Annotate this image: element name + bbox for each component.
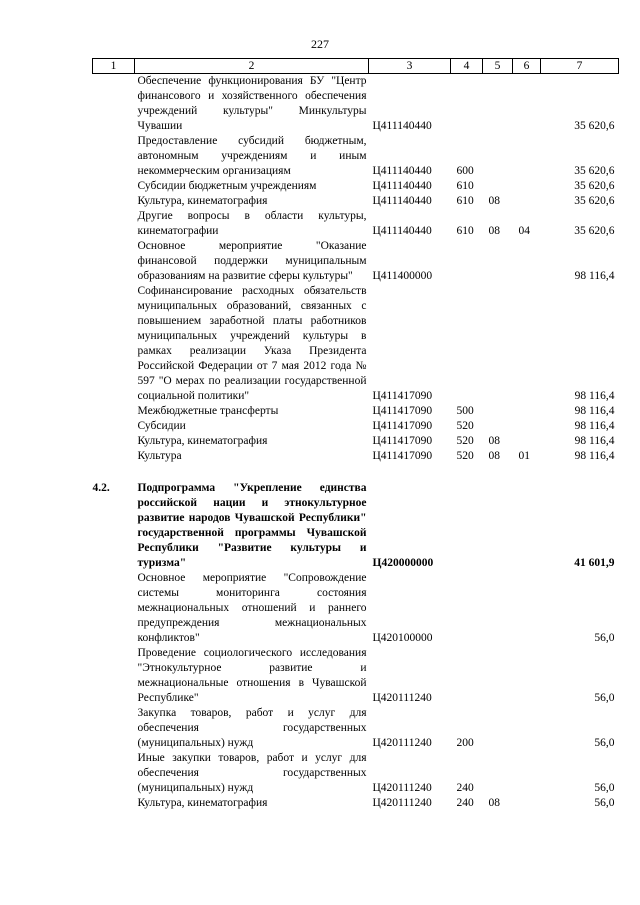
column-number-header [93, 59, 619, 74]
row-description: Проведение социологического исследования "Этнокультурное развитие и межнациональные отношения в Чувашской Республике" [137, 647, 367, 704]
row-description: Другие вопросы в области культуры, кинематографии [137, 210, 367, 237]
amount: 98 116,4 [574, 420, 615, 432]
row-description: Подпрограмма "Укрепление единства российской нации и этнокультурное развитие народов Чувашской Республики" государственной программы Чувашской Республики "Развитие культуры и туризма" [137, 482, 367, 569]
table-row [93, 796, 619, 811]
subsection-code [513, 751, 541, 796]
table-row [93, 179, 619, 194]
amount: 98 116,4 [574, 390, 615, 402]
column-header: 1 [93, 59, 135, 74]
column-header: 5 [483, 59, 513, 74]
expense-type-code: 520 [456, 435, 474, 447]
target-article-code: Ц420111240 [372, 692, 432, 704]
section-code [483, 284, 513, 404]
expense-type-code [451, 74, 483, 135]
row-description: Основное мероприятие "Оказание финансовой поддержки муниципальным образованиям на развитие сферы культуры" [137, 240, 367, 282]
row-description: Предоставление субсидий бюджетным, автономным учреждениям и иным некоммерческим организациям [137, 135, 367, 177]
subsection-code [513, 239, 541, 284]
row-number [93, 706, 135, 751]
amount: 35 620,6 [574, 180, 615, 192]
section-code: 08 [488, 450, 500, 462]
expense-type-code: 610 [456, 180, 474, 192]
subsection-code [513, 419, 541, 434]
expense-type-code [451, 481, 483, 571]
target-article-code: Ц411140440 [372, 165, 432, 177]
row-number [93, 209, 135, 239]
section-code [483, 571, 513, 646]
section-code: 08 [488, 225, 500, 237]
row-description: Межбюджетные трансферты [137, 405, 279, 417]
amount: 98 116,4 [574, 435, 615, 447]
amount: 56,0 [594, 782, 615, 794]
section-code: 08 [488, 435, 500, 447]
target-article-code: Ц411417090 [372, 435, 433, 447]
table-row [93, 74, 619, 135]
row-description: Основное мероприятие "Сопровождение системы мониторинга состояния межнациональных отношений и раннего предупреждения межнациональных конфликтов" [137, 572, 367, 644]
row-number [93, 239, 135, 284]
table-row [93, 239, 619, 284]
target-article-code: Ц420000000 [372, 557, 434, 569]
row-number [93, 449, 135, 464]
amount: 35 620,6 [574, 165, 615, 177]
row-number [93, 284, 135, 404]
table-row [93, 194, 619, 209]
table-row [93, 284, 619, 404]
target-article-code: Ц411140440 [372, 195, 432, 207]
column-header: 4 [451, 59, 483, 74]
row-description: Культура, кинематография [137, 435, 268, 447]
subsection-code [513, 571, 541, 646]
table-row [93, 404, 619, 419]
row-number [93, 179, 135, 194]
target-article-code: Ц411140440 [372, 120, 432, 132]
page-number: 227 [311, 37, 329, 51]
expense-type-code [451, 284, 483, 404]
row-description: Обеспечение функционирования БУ "Центр финансового и хозяйственного обеспечения учреждений культуры" Минкультуры Чувашии [137, 75, 367, 132]
subsection-code [513, 481, 541, 571]
row-number [93, 796, 135, 811]
table-row [93, 134, 619, 179]
amount: 56,0 [594, 797, 615, 809]
subsection-code: 04 [518, 225, 530, 237]
section-code: 08 [488, 797, 500, 809]
row-description: Закупка товаров, работ и услуг для обеспечения государственных (муниципальных) нужд [137, 707, 367, 749]
row-number [93, 434, 135, 449]
expense-type-code: 600 [456, 165, 474, 177]
subsection-code [513, 134, 541, 179]
amount: 56,0 [594, 737, 615, 749]
budget-table [92, 58, 619, 811]
expense-type-code: 610 [456, 225, 474, 237]
row-number [93, 134, 135, 179]
amount: 56,0 [594, 692, 615, 704]
amount: 35 620,6 [574, 120, 615, 132]
column-header: 6 [513, 59, 541, 74]
row-number [93, 419, 135, 434]
subsection-code [513, 179, 541, 194]
section-code [483, 404, 513, 419]
section-code [483, 179, 513, 194]
row-number [93, 751, 135, 796]
table-row [93, 434, 619, 449]
table-row [93, 419, 619, 434]
subsection-code [513, 404, 541, 419]
expense-type-code [451, 571, 483, 646]
table-row [93, 646, 619, 706]
section-code: 08 [488, 195, 500, 207]
target-article-code: Ц420111240 [372, 782, 432, 794]
row-description: Субсидии бюджетным учреждениям [137, 180, 317, 192]
expense-type-code [451, 646, 483, 706]
expense-type-code: 610 [456, 195, 474, 207]
table-row [93, 571, 619, 646]
section-code [483, 74, 513, 135]
target-article-code: Ц411140440 [372, 225, 432, 237]
target-article-code: Ц411417090 [372, 405, 433, 417]
section-code [483, 134, 513, 179]
target-article-code: Ц420100000 [372, 632, 433, 644]
section-code [483, 646, 513, 706]
row-number [93, 571, 135, 646]
amount: 41 601,9 [574, 557, 615, 569]
expense-type-code: 520 [456, 420, 474, 432]
column-header: 2 [135, 59, 369, 74]
subsection-code [513, 74, 541, 135]
row-description: Культура, кинематография [137, 195, 268, 207]
section-code [483, 751, 513, 796]
row-description: Субсидии [137, 420, 186, 432]
row-number [93, 74, 135, 135]
column-header: 3 [369, 59, 451, 74]
subsection-code [513, 646, 541, 706]
row-number [93, 194, 135, 209]
amount: 35 620,6 [574, 195, 615, 207]
expense-type-code: 500 [456, 405, 474, 417]
section-code [483, 239, 513, 284]
table-row [93, 481, 619, 571]
row-description: Культура [137, 450, 182, 462]
target-article-code: Ц411417090 [372, 450, 433, 462]
subsection-code: 01 [518, 450, 530, 462]
row-spacer [93, 464, 619, 481]
subsection-code [513, 434, 541, 449]
row-description: Культура, кинематография [137, 797, 268, 809]
table-row [93, 751, 619, 796]
row-number: 4.2. [92, 482, 110, 494]
expense-type-code: 240 [456, 797, 474, 809]
subsection-code [513, 706, 541, 751]
expense-type-code: 520 [456, 450, 474, 462]
row-description: Софинансирование расходных обязательств муниципальных образований, связанных с повышением заработной платы работников муниципальных учреждений культуры в рамках реализации Указа Президента Российской Федерации от 7 мая 2012 года № 597 "О мерах по реализации государственной социальной политики" [137, 285, 367, 402]
amount: 98 116,4 [574, 270, 615, 282]
row-number [93, 404, 135, 419]
column-header: 7 [541, 59, 619, 74]
subsection-code [513, 194, 541, 209]
section-code [483, 419, 513, 434]
target-article-code: Ц411400000 [372, 270, 433, 282]
section-code [483, 481, 513, 571]
expense-type-code [451, 239, 483, 284]
target-article-code: Ц411417090 [372, 420, 433, 432]
subsection-code [513, 284, 541, 404]
section-code [483, 706, 513, 751]
row-number [93, 646, 135, 706]
row-description: Иные закупки товаров, работ и услуг для обеспечения государственных (муниципальных) нужд [137, 752, 367, 794]
target-article-code: Ц420111240 [372, 737, 432, 749]
amount: 56,0 [594, 632, 615, 644]
table-row [93, 706, 619, 751]
subsection-code [513, 796, 541, 811]
expense-type-code: 200 [456, 737, 474, 749]
table-row [93, 449, 619, 464]
target-article-code: Ц411417090 [372, 390, 433, 402]
target-article-code: Ц411140440 [372, 180, 432, 192]
amount: 98 116,4 [574, 405, 615, 417]
table-row [93, 209, 619, 239]
target-article-code: Ц420111240 [372, 797, 432, 809]
amount: 35 620,6 [574, 225, 615, 237]
amount: 98 116,4 [574, 450, 615, 462]
expense-type-code: 240 [456, 782, 474, 794]
